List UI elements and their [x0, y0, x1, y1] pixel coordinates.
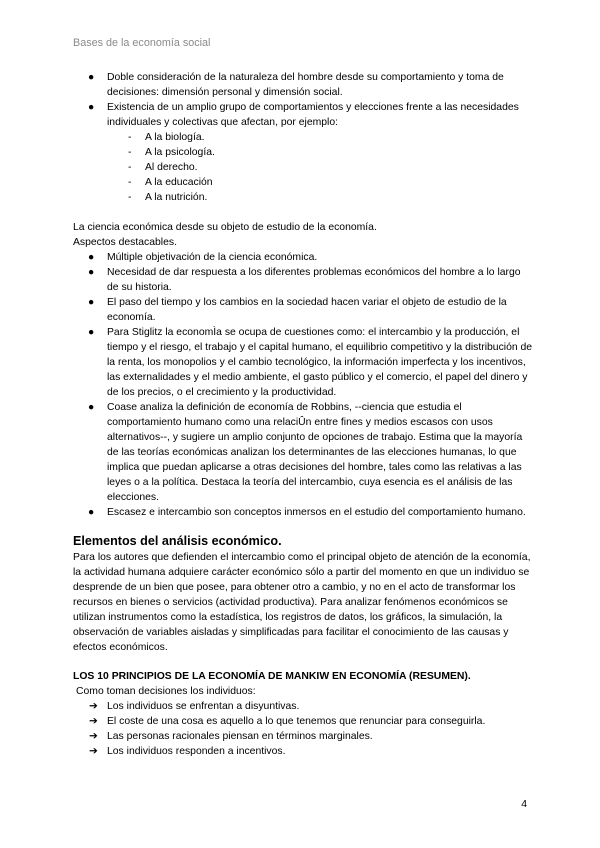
page-number: 4 [521, 799, 527, 810]
list-item [73, 400, 533, 505]
dash-sublist [128, 130, 533, 205]
list-item [73, 325, 533, 400]
paragraph-exchange: Para los autores que defienden el intercambio como el principal objeto de atención de la economía, la actividad humana adquiere carácter económico sólo a partir del momento en que un individuo se desprende de un bien que posee, para obtener otro a cambio, y no en el acto de transformar los recursos en bienes o servicios (actividad productiva). Para analizar fenómenos económicos se utilizan instrumentos como la estadística, los registros de datos, los gráficos, la simulación, la observación de variables aisladas y simplificadas para facilitar el conocimiento de las causas y efectos económicos. [73, 552, 531, 653]
bullet-icon: ● [88, 402, 95, 413]
list-item-text: Existencia de un amplio grupo de comportamientos y elecciones frente a las necesidades individuales y colectivas que afectan, por ejemplo: [107, 102, 519, 128]
list-item [73, 295, 533, 325]
list-item-text: Coase analiza la definición de economía de Robbins, --ciencia que estudia el comportamiento humano como una relaciÛn entre fines y medios escasos con usos alternativos--, y sugiere un amplio conjunto de opciones de trabajo. Estima que la mayoría de las teorías económicas analizan los determinantes de las elecciones humanas, lo que implica que puedan aplicarse a otras decisiones del hombre, tales como las relativas a las leyes o a la política. Destaca la teoría del intercambio, cuya esencia es el análisis de las elecciones. [107, 402, 523, 503]
arrow-list [73, 699, 533, 759]
bullet-icon: ● [88, 297, 95, 308]
sublist-item-text: A la nutrición. [145, 192, 208, 203]
bullet-list-2 [73, 250, 533, 520]
paragraph-decisions: Como toman decisiones los individuos: [76, 686, 256, 697]
paragraph-aspects: Aspectos destacables. [73, 237, 177, 248]
list-item-text: Para Stiglitz la economÌa se ocupa de cuestiones como: el intercambio y la producción, el tiempo y el riesgo, el trabajo y el capital humano, el equilibrio competitivo y la distribución de la renta, los monopolios y el cambio tecnológico, la información imperfecta y los incentivos, las externalidades y el medio ambiente, el gasto público y el comercio, el papel del dinero y de los precios, o el crecimiento y la productividad. [107, 327, 533, 398]
list-item-text: Los individuos responden a incentivos. [107, 746, 286, 757]
section-heading-mankiw: LOS 10 PRINCIPIOS DE LA ECONOMÍA DE MANKIW EN ECONOMÍA (RESUMEN). [73, 671, 471, 682]
sublist-item-text: Al derecho. [145, 162, 198, 173]
dash-icon: - [128, 162, 132, 173]
bullet-icon: ● [88, 102, 95, 113]
list-item [73, 100, 533, 130]
list-item [73, 744, 533, 759]
list-item [73, 70, 533, 100]
list-item-text: Múltiple objetivación de la ciencia económica. [107, 252, 318, 263]
sublist-item [128, 175, 533, 190]
dash-icon: - [128, 177, 132, 188]
running-header: Bases de la economía social [73, 37, 211, 49]
bullet-icon: ● [88, 267, 95, 278]
arrow-icon: ➔ [89, 731, 98, 742]
list-item-text: Doble consideración de la naturaleza del hombre desde su comportamiento y toma de decisiones: dimensión personal y dimensión social. [107, 72, 504, 98]
list-item [73, 699, 533, 714]
sublist-item [128, 130, 533, 145]
list-item-text: El paso del tiempo y los cambios en la sociedad hacen variar el objeto de estudio de la economía. [107, 297, 507, 323]
sublist-item-text: A la psicología. [145, 147, 215, 158]
list-item [73, 250, 533, 265]
sublist-item [128, 145, 533, 160]
sublist-item-text: A la educación [145, 177, 213, 188]
bullet-list-1 [73, 70, 533, 130]
arrow-icon: ➔ [89, 716, 98, 727]
sublist-item [128, 160, 533, 175]
sublist-item-text: A la biología. [145, 132, 205, 143]
bullet-icon: ● [88, 252, 95, 263]
list-item-text: Las personas racionales piensan en términos marginales. [107, 731, 373, 742]
list-item-text: Escasez e intercambio son conceptos inmersos en el estudio del comportamiento humano. [107, 507, 526, 518]
bullet-icon: ● [88, 327, 95, 338]
arrow-icon: ➔ [89, 701, 98, 712]
list-item [73, 729, 533, 744]
list-item [73, 714, 533, 729]
paragraph-object-of-study: La ciencia económica desde su objeto de estudio de la economía. [73, 222, 377, 233]
dash-icon: - [128, 147, 132, 158]
bullet-icon: ● [88, 72, 95, 83]
list-item-text: El coste de una cosa es aquello a lo que tenemos que renunciar para conseguirla. [107, 716, 486, 727]
list-item-text: Los individuos se enfrentan a disyuntivas. [107, 701, 300, 712]
list-item [73, 265, 533, 295]
page-content [73, 70, 533, 759]
sublist-item [128, 190, 533, 205]
arrow-icon: ➔ [89, 746, 98, 757]
dash-icon: - [128, 192, 132, 203]
bullet-icon: ● [88, 507, 95, 518]
section-heading-elements: Elementos del análisis económico. [73, 534, 282, 548]
list-item [73, 505, 533, 520]
list-item-text: Necesidad de dar respuesta a los diferentes problemas económicos del hombre a lo largo de su historia. [107, 267, 521, 293]
dash-icon: - [128, 132, 132, 143]
